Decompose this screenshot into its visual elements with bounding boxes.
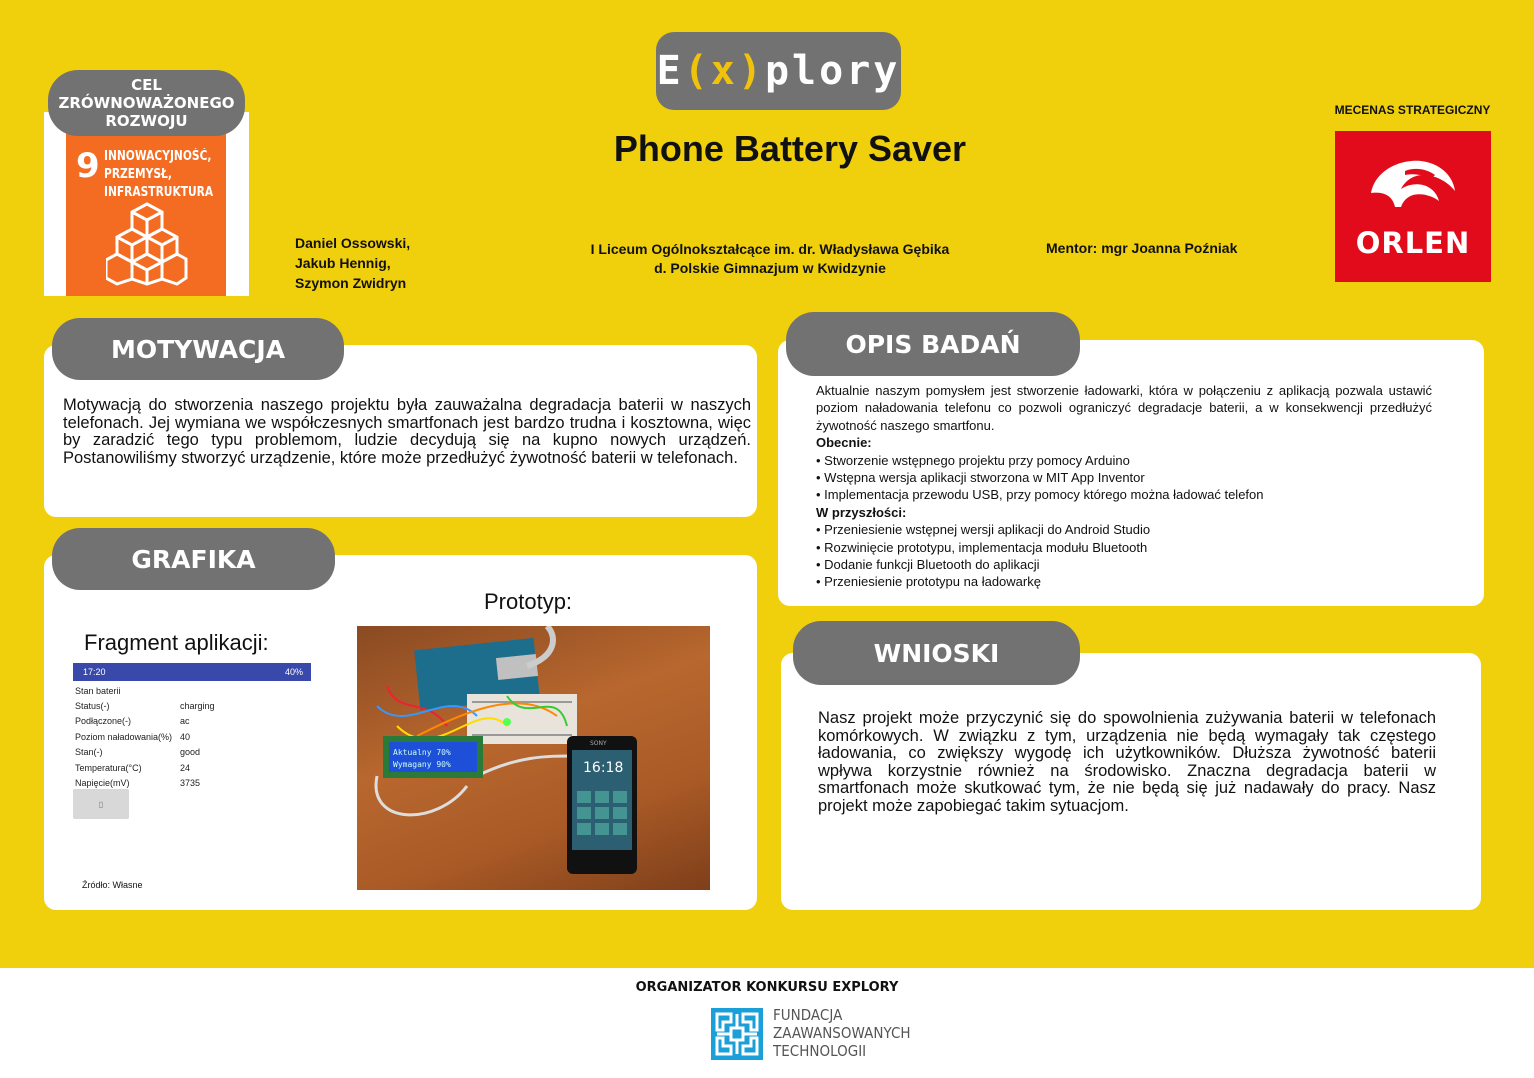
app-row bbox=[73, 698, 311, 713]
prototype-photo bbox=[357, 626, 710, 890]
cubes-icon bbox=[106, 202, 188, 286]
organizer-caption: ORGANIZATOR KONKURSU EXPLORY bbox=[635, 980, 899, 995]
app-row bbox=[73, 729, 311, 744]
sdg-label: INNOWACYJNOŚĆ, PRZEMYSŁ, INFRASTRUKTURA bbox=[104, 149, 214, 200]
opis-text bbox=[816, 382, 1432, 591]
sponsor-caption: MECENAS STRATEGICZNY bbox=[1334, 103, 1491, 117]
footer bbox=[0, 968, 1534, 1078]
app-row-value: good bbox=[180, 747, 201, 758]
app-status-bar bbox=[73, 663, 311, 681]
source-caption: Źródło: Własne bbox=[82, 880, 143, 890]
app-row-value: 24 bbox=[180, 762, 191, 773]
app-row-key: Status(-) bbox=[75, 701, 110, 712]
phone-time: 16:18 bbox=[583, 760, 624, 776]
app-screenshot bbox=[73, 663, 311, 833]
lcd-line-2: Wymagany 90% bbox=[393, 760, 451, 769]
grafika-heading: GRAFIKA bbox=[52, 528, 335, 590]
sdg-pill: CEL ZRÓWNOWAŻONEGO ROZWOJU bbox=[48, 70, 245, 136]
app-row-key: Napięcie(mV) bbox=[75, 778, 130, 789]
phone-brand: SONY bbox=[590, 740, 607, 747]
orlen-logo bbox=[1335, 131, 1491, 282]
logo-text-post: plory bbox=[764, 48, 901, 94]
list-item: • Wstępna wersja aplikacji stworzona w MIT App Inventor bbox=[816, 470, 1145, 486]
app-row-value: 40 bbox=[180, 731, 191, 742]
sdg-goal-tile bbox=[66, 132, 226, 296]
app-row-value: ac bbox=[180, 716, 190, 727]
wnioski-text: Nasz projekt może przyczynić się do spowolnienia zużywania baterii w telefonach komórkowych. W związku z tym, urządzenia nie będą wymagały tak częstego ładowania, co zwiększy wygodę ich użytkowników. Dłuższa żywotność baterii wpływa korzystnie również na środowisko. Znaczna degradacja baterii w smartfonach może skutkować tym, że nie będą się już nadawały do pracy. Nasz projekt może zapobiegać takim sytuacjom. bbox=[818, 709, 1436, 815]
app-row-key: Stan(-) bbox=[75, 747, 103, 758]
app-row-value: 3735 bbox=[180, 778, 201, 789]
app-button[interactable]: ▯ bbox=[73, 789, 129, 819]
poster-title: Phone Battery Saver bbox=[613, 128, 967, 169]
wnioski-heading: WNIOSKI bbox=[793, 621, 1080, 685]
logo-text-accent: (x) bbox=[683, 48, 765, 94]
prototype-illustration bbox=[357, 626, 710, 890]
app-row bbox=[73, 745, 311, 760]
opis-intro: Aktualnie naszym pomysłem jest stworzenie ładowarki, która w połączeniu z aplikacją pozwala ustawić poziom naładowania telefonu co pozwoli ograniczyć degradacje baterii, a w konsekwencji przedłużyć żywotność naszego smartfonu. bbox=[816, 383, 1432, 433]
list-item: • Dodanie funkcji Bluetooth do aplikacji bbox=[816, 557, 1040, 573]
list-item: • Rozwinięcie prototypu, implementacja modułu Bluetooth bbox=[816, 539, 1148, 555]
motywacja-text: Motywacją do stworzenia naszego projektu była zauważalna degradacja baterii w naszych telefonach. Jej wymiana we współczesnych smartfonach jest bardzo trudna i kosztowna, więc by zaradzić tego typu problemom, ludzie decydują się na kupno nowych urządzeń. Postanowiliśmy stworzyć urządzenie, które może przedłużyć żywotność baterii w telefonach. bbox=[63, 396, 751, 467]
prototype-label: Prototyp: bbox=[484, 589, 573, 614]
app-row-key: Temperatura(°C) bbox=[75, 762, 142, 773]
foundation-name: FUNDACJA ZAAWANSOWANYCH TECHNOLOGII bbox=[773, 1006, 911, 1060]
authors: Daniel Ossowski, Jakub Hennig, Szymon Zwidryn bbox=[295, 235, 411, 291]
app-row bbox=[73, 760, 311, 775]
list-item: • Przeniesienie prototypu na ładowarkę bbox=[816, 574, 1041, 590]
opis-heading: OPIS BADAŃ bbox=[786, 312, 1080, 376]
opis-now-heading: Obecnie: bbox=[816, 435, 872, 451]
app-time: 17:20 bbox=[83, 667, 106, 677]
app-fragment-label: Fragment aplikacji: bbox=[84, 630, 269, 655]
eagle-icon bbox=[1335, 131, 1491, 226]
sponsor-name: ORLEN bbox=[1355, 226, 1471, 260]
sdg-number: 9 bbox=[76, 146, 100, 186]
app-row bbox=[73, 714, 311, 729]
logo-text-pre: E bbox=[656, 48, 684, 94]
list-item: • Przeniesienie wstępnej wersji aplikacji do Android Studio bbox=[816, 522, 1151, 538]
explory-logo bbox=[656, 32, 901, 110]
lcd-line-1: Aktualny 70% bbox=[393, 748, 451, 757]
app-row-key: Podłączone(-) bbox=[75, 716, 132, 727]
fzt-logo-icon bbox=[711, 1008, 763, 1060]
app-battery: 40% bbox=[284, 667, 303, 677]
motywacja-heading: MOTYWACJA bbox=[52, 318, 344, 380]
mentor: Mentor: mgr Joanna Poźniak bbox=[1046, 240, 1238, 256]
app-row-key: Poziom naładowania(%) bbox=[75, 731, 173, 742]
list-item: • Implementacja przewodu USB, przy pomocy którego można ładować telefon bbox=[816, 487, 1264, 503]
school-name: I Liceum Ogólnokształcące im. dr. Władysława Gębika d. Polskie Gimnazjum w Kwidzynie bbox=[590, 241, 950, 276]
app-header: Stan baterii bbox=[75, 685, 121, 696]
list-item: • Stworzenie wstępnego projektu przy pomocy Arduino bbox=[816, 452, 1130, 468]
opis-future-heading: W przyszłości: bbox=[816, 504, 907, 520]
app-row-value: charging bbox=[180, 701, 215, 712]
